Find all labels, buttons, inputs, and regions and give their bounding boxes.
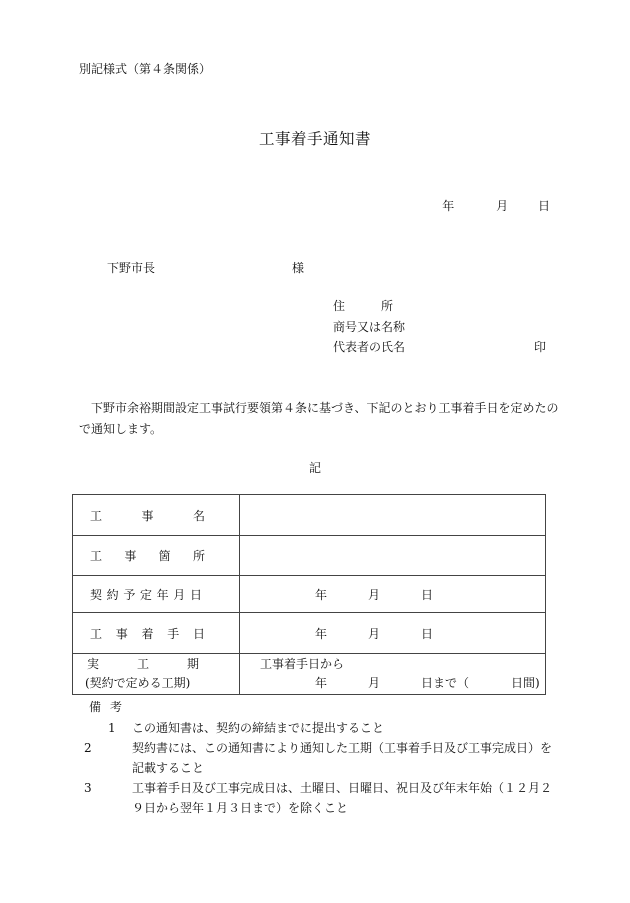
- date-day-label: 日: [537, 199, 550, 213]
- until-label: 日まで（: [421, 676, 470, 690]
- year-label: 年: [315, 588, 328, 602]
- notes-heading: 備考: [89, 700, 132, 714]
- year-label: 年: [315, 676, 328, 690]
- document-title: 工事着手通知書: [258, 130, 371, 148]
- applicant-company-label: 商号又は名称: [333, 320, 406, 334]
- date-line: [420, 197, 550, 214]
- label-char: 工: [90, 626, 103, 641]
- table-row-construction-period: [73, 654, 546, 695]
- honorific: 様: [292, 261, 305, 275]
- ki-heading: 記: [308, 461, 321, 475]
- note-text: この通知書は、契約の締結までに提出すること: [132, 721, 385, 735]
- note-text: 契約書には、この通知書により通知した工期（工事着手日及び工事完成日）を記載すること: [132, 741, 553, 775]
- month-label: 月: [368, 588, 381, 602]
- month-label: 月: [368, 676, 381, 690]
- label-construction-period: [73, 654, 240, 695]
- label-contract-date: [73, 576, 240, 613]
- note-item: [84, 778, 553, 818]
- construction-info-table: [72, 494, 546, 695]
- note-item: [108, 718, 548, 738]
- day-label: 日: [421, 627, 434, 641]
- label-construction-location: [73, 536, 240, 576]
- label-period-sub: (契約で定める工期): [85, 676, 191, 690]
- year-label: 年: [315, 627, 328, 641]
- applicant-address-label: 住 所: [333, 299, 394, 313]
- label-char: 定: [139, 587, 152, 602]
- addressee: 下野市長: [107, 261, 156, 275]
- table-row-construction-name: [73, 495, 546, 536]
- table-row-contract-date: [73, 576, 546, 613]
- label-char: 期: [186, 657, 199, 671]
- label-char: 日: [189, 587, 202, 602]
- period-from-text: 工事着手日から: [260, 657, 345, 671]
- applicant-representative-label: 代表者の氏名: [333, 340, 406, 354]
- note-text: 工事着手日及び工事完成日は、土曜日、日曜日、祝日及び年末年始（１２月２９日から翌年１月３日まで）を除くこと: [132, 781, 553, 815]
- note-number: 2: [84, 741, 92, 755]
- label-char: 工: [90, 508, 103, 523]
- label-char: 年: [156, 587, 169, 602]
- table-row-construction-location: [73, 536, 546, 576]
- field-construction-location[interactable]: [240, 536, 546, 576]
- label-construction-name: [73, 495, 240, 536]
- table-row-start-date: [73, 613, 546, 654]
- label-char: 手: [167, 626, 180, 641]
- note-number: 1: [108, 721, 116, 735]
- field-contract-date[interactable]: [240, 576, 546, 613]
- days-label: 日間): [511, 676, 540, 690]
- label-char: 工: [136, 657, 149, 671]
- seal-mark: 印: [534, 340, 547, 354]
- form-number-label: 別記様式（第４条関係）: [79, 62, 212, 76]
- label-char: 実: [87, 657, 100, 671]
- label-char: 着: [141, 626, 154, 641]
- label-char: 事: [115, 626, 128, 641]
- date-year-label: 年: [442, 199, 455, 213]
- label-char: 日: [192, 626, 205, 641]
- label-char: 名: [192, 508, 205, 523]
- label-char: 事: [141, 508, 154, 523]
- label-char: 契: [90, 587, 103, 602]
- label-start-date: [73, 613, 240, 654]
- note-item: [84, 738, 553, 778]
- label-char: 工: [90, 549, 103, 563]
- label-char: 箇: [158, 549, 171, 563]
- field-construction-name[interactable]: [240, 495, 546, 536]
- date-month-label: 月: [496, 199, 509, 213]
- month-label: 月: [368, 627, 381, 641]
- label-char: 予: [123, 587, 136, 602]
- label-char: 所: [192, 549, 205, 563]
- label-char: 事: [124, 549, 137, 563]
- label-char: 約: [106, 587, 119, 602]
- field-start-date[interactable]: [240, 613, 546, 654]
- note-number: 3: [84, 781, 92, 795]
- notification-body: 下野市余裕期間設定工事試行要領第４条に基づき、下記のとおり工事着手日を定めたので通知します。: [79, 401, 559, 436]
- field-construction-period[interactable]: [240, 654, 546, 695]
- label-char: 月: [173, 587, 186, 602]
- day-label: 日: [421, 588, 434, 602]
